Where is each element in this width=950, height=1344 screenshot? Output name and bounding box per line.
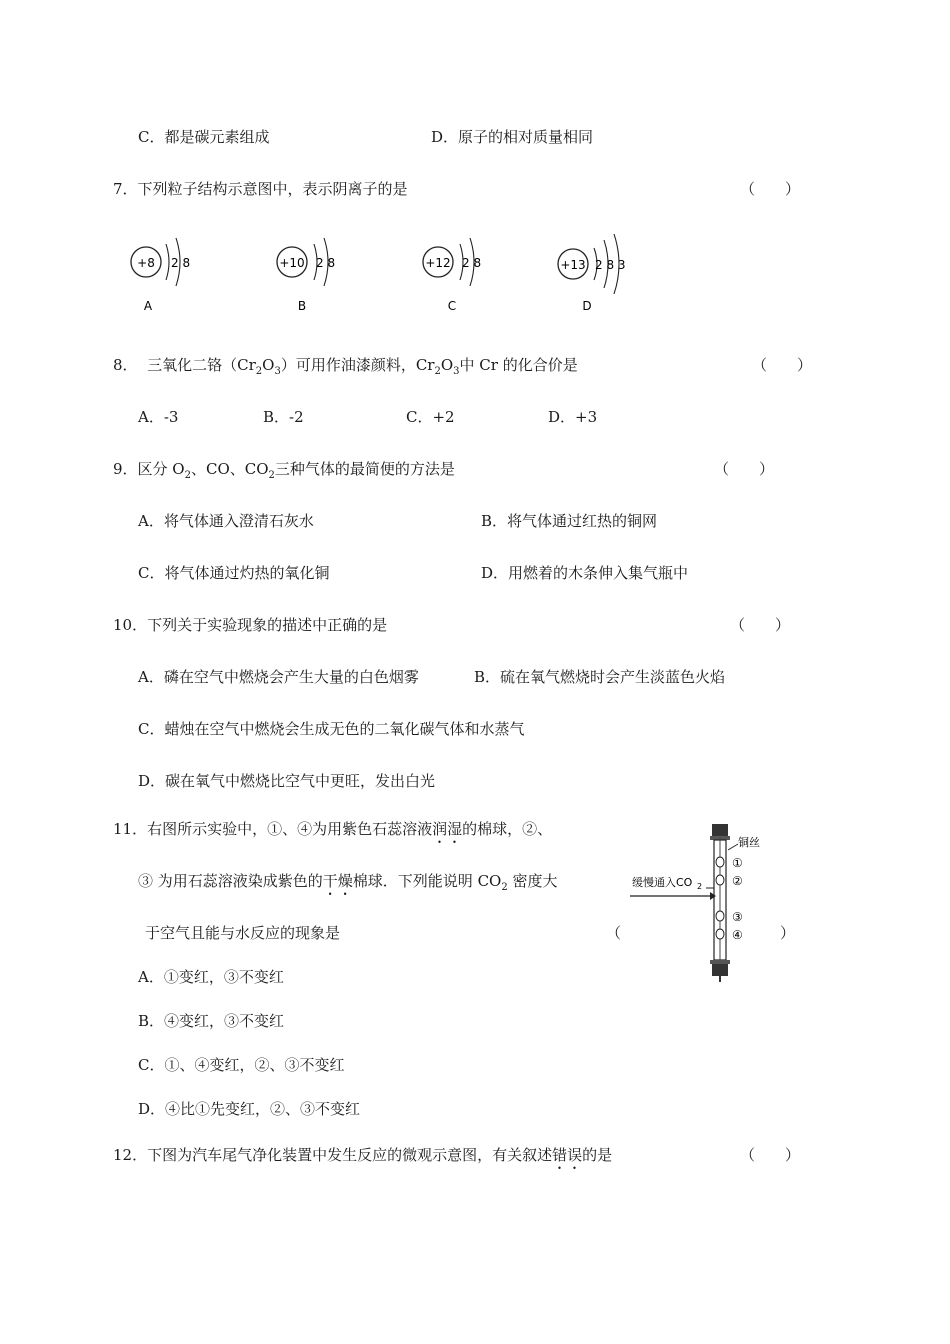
q12-emph-wrong: 错误	[552, 1146, 583, 1164]
q12-text-1: 12．下图为汽车尾气净化装置中发生反应的微观示意图，有关叙述	[113, 1146, 553, 1164]
q9-option-c: C．将气体通过灼热的氧化铜	[138, 564, 330, 582]
q10-option-d: D．碳在氧气中燃烧比空气中更旺，发出白光	[138, 772, 436, 790]
q8-sub-3: 2	[434, 366, 441, 377]
q12-text-2: 的是	[582, 1146, 613, 1164]
q11-text-2c: 棉球．下列能说明 CO	[352, 872, 502, 890]
q9-option-a: A．将气体通入澄清石灰水	[138, 512, 314, 530]
atom-diagram-b	[276, 232, 356, 326]
q8-text-1: 三氧化二铬（Cr	[147, 356, 256, 374]
q9-text-1: 9．区分 O	[113, 460, 185, 478]
q8-option-a: A．-3	[138, 408, 179, 426]
q6-option-c: C．都是碳元素组成	[138, 128, 270, 146]
atom-b-shells: 2 8	[316, 256, 336, 270]
q9-stem	[113, 458, 455, 481]
inlet-label-sub: 2	[697, 882, 703, 891]
mark-1: ①	[732, 856, 743, 870]
q10-answer-paren: （ ）	[730, 616, 791, 634]
q9-text-2: 、CO、CO	[190, 460, 269, 478]
q9-text-3: 三种气体的最简便的方法是	[274, 460, 455, 478]
q11-text-1a: 11．右图所示实验中，①、④为用紫色石蕊溶液	[113, 820, 433, 838]
q11-stem-line-3: 于空气且能与水反应的现象是	[145, 924, 341, 942]
q9-sub-2: 2	[268, 470, 275, 481]
q9-answer-paren: （ ）	[714, 460, 775, 478]
mark-4: ④	[732, 928, 743, 942]
q8-text-5: 中 Cr 的化合价是	[459, 356, 578, 374]
q11-option-b: B．④变红，③不变红	[138, 1012, 285, 1030]
q9-option-b: B．将气体通过红热的铜网	[481, 512, 658, 530]
atom-b-label: B	[297, 299, 307, 313]
q8-stem	[113, 354, 578, 377]
q11-apparatus-figure	[624, 820, 774, 989]
q11-emph-dry: 干燥	[322, 872, 353, 890]
atom-a-shells: 2 8	[171, 256, 191, 270]
q8-option-d: D．+3	[548, 408, 598, 426]
q8-sub-4: 3	[453, 366, 460, 377]
q8-text-4: O	[440, 356, 454, 374]
atom-diagram-a	[128, 232, 208, 326]
q10-option-b: B．硫在氧气燃烧时会产生淡蓝色火焰	[474, 668, 726, 686]
q8-sub-1: 2	[255, 366, 263, 377]
q12-stem	[113, 1144, 612, 1173]
q7-stem: 7．下列粒子结构示意图中，表示阴离子的是	[113, 180, 408, 198]
q7-answer-paren: （ ）	[740, 180, 801, 198]
q9-sub-1: 2	[184, 470, 191, 481]
atom-d-nucleus: +13	[560, 258, 586, 272]
wire-label: 铜丝	[738, 836, 760, 849]
atom-diagram-d	[557, 232, 647, 326]
q8-option-b: B．-2	[263, 408, 304, 426]
q8-answer-paren: （ ）	[752, 356, 813, 374]
q11-text-2a: ③ 为用石蕊溶液染成紫色的	[138, 872, 323, 890]
q8-sub-2: 3	[274, 366, 281, 377]
q10-stem: 10．下列关于实验现象的描述中正确的是	[113, 616, 388, 634]
q11-sub-co2: 2	[501, 882, 508, 893]
atom-a-nucleus: +8	[137, 256, 155, 270]
q10-option-c: C．蜡烛在空气中燃烧会生成无色的二氧化碳气体和水蒸气	[138, 720, 525, 738]
q11-option-a: A．①变红，③不变红	[138, 968, 284, 986]
q11-paren-left: （	[606, 924, 622, 942]
atom-diagram-c	[422, 232, 502, 326]
atom-c-label: C	[447, 299, 457, 313]
q8-text-2: O	[262, 356, 275, 374]
q8-option-c: C．+2	[406, 408, 455, 426]
atom-b-nucleus: +10	[279, 256, 305, 270]
atom-d-label: D	[582, 299, 592, 313]
q11-text-1c: 的棉球，②、	[462, 820, 553, 838]
mark-3: ③	[732, 910, 743, 924]
q10-option-a: A．磷在空气中燃烧会产生大量的白色烟雾	[138, 668, 419, 686]
q11-stem-line-1	[113, 818, 552, 847]
q11-stem-line-2	[138, 870, 558, 899]
q9-option-d: D．用燃着的木条伸入集气瓶中	[481, 564, 689, 582]
q11-option-c: C．①、④变红，②、③不变红	[138, 1056, 345, 1074]
atom-a-label: A	[143, 299, 153, 313]
q12-answer-paren: （ ）	[740, 1146, 801, 1164]
mark-2: ②	[732, 874, 743, 888]
q11-text-2d: 密度大	[507, 872, 558, 890]
q8-number: 8．	[113, 356, 138, 374]
atom-d-shells: 2 8 3	[595, 258, 626, 272]
q11-emph-wet: 润湿	[432, 820, 463, 838]
atom-c-nucleus: +12	[425, 256, 451, 270]
q11-paren-right: ）	[780, 924, 796, 942]
q8-text-3: ）可用作油漆颜料，Cr	[280, 356, 435, 374]
atom-c-shells: 2 8	[462, 256, 482, 270]
inlet-label: 缓慢通入CO	[632, 876, 693, 889]
q6-option-d: D．原子的相对质量相同	[431, 128, 594, 146]
q11-option-d: D．④比①先变红，②、③不变红	[138, 1100, 361, 1118]
